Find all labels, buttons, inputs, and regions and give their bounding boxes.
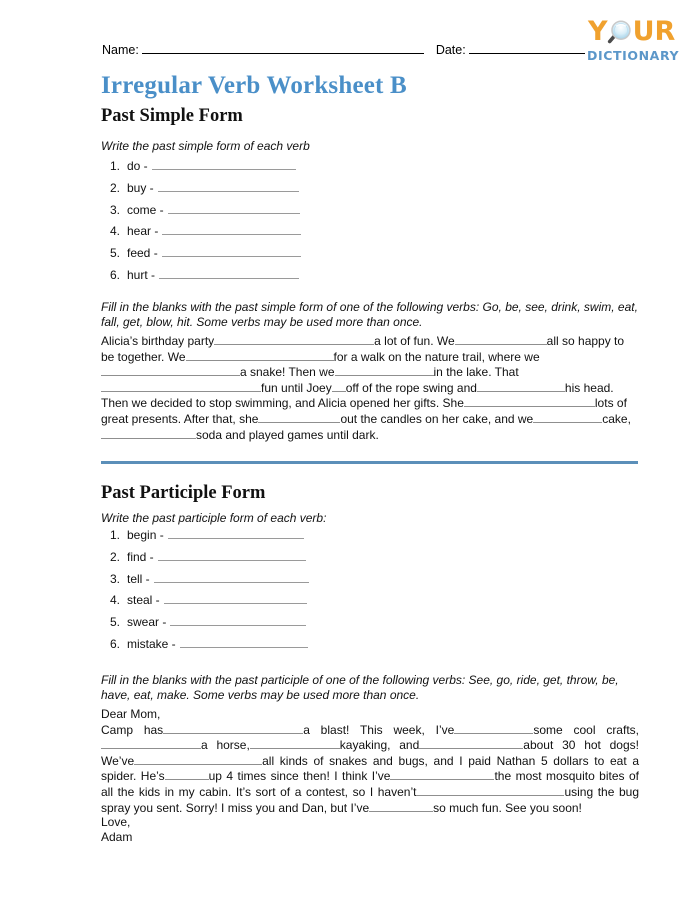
list-number: 2. <box>109 549 120 564</box>
list-item <box>101 180 301 202</box>
fill-instruction-past-simple: Fill in the blanks with the past simple form of one of the following verbs: Go, be, see, drink, swim, eat, fall, get, blow, hit. Some verbs may be used more than once. <box>101 300 638 329</box>
list-item <box>101 549 309 571</box>
section-divider <box>101 461 638 464</box>
verb-word: come - <box>127 202 164 217</box>
answer-blank[interactable] <box>152 158 296 170</box>
list-number: 1. <box>109 159 120 173</box>
paragraph-blank[interactable] <box>454 722 533 734</box>
magnifying-glass-icon <box>607 19 634 46</box>
para-text: off of the rope swing and <box>345 380 477 395</box>
letter-text: up 4 times since then! I think I’ve <box>208 769 391 784</box>
logo-dictionary-text: DICTIONARY <box>587 48 680 63</box>
paragraph-blank[interactable] <box>464 395 595 407</box>
verb-word: mistake - <box>127 636 176 651</box>
name-input-line[interactable] <box>142 42 424 54</box>
paragraph-blank[interactable] <box>390 768 494 780</box>
verb-word: buy - <box>127 180 154 195</box>
paragraph-blank[interactable] <box>214 333 374 345</box>
section-heading-past-simple: Past Simple Form <box>101 106 243 126</box>
paragraph-blank[interactable] <box>477 380 565 392</box>
para-text: lots of great presents. After that, she <box>101 396 627 426</box>
paragraph-blank[interactable] <box>369 800 433 812</box>
list-number: 4. <box>109 224 120 239</box>
list-item <box>101 614 309 636</box>
para-text: a lot of fun. We <box>374 334 455 348</box>
paragraph-blank[interactable] <box>134 753 262 765</box>
para-text: Alicia’s birthday party <box>101 334 215 348</box>
letter-salutation: Dear Mom, <box>101 707 161 721</box>
letter-text: kayaking, and <box>339 738 420 753</box>
letter-body <box>101 722 639 816</box>
verb-word: tell - <box>127 571 150 586</box>
list-number: 4. <box>109 593 120 608</box>
answer-blank[interactable] <box>158 549 306 561</box>
list-number: 5. <box>109 246 120 261</box>
paragraph-blank[interactable] <box>101 380 261 392</box>
letter-text: some cool crafts, <box>533 722 639 737</box>
list-item <box>101 158 301 180</box>
list-item <box>101 571 309 593</box>
verb-word: do - <box>127 159 148 173</box>
paragraph-blank[interactable] <box>163 722 303 734</box>
answer-blank[interactable] <box>164 592 307 604</box>
para-text: a snake! Then we <box>240 365 335 380</box>
paragraph-blank[interactable] <box>533 411 602 423</box>
letter-closing: Love, <box>101 815 131 830</box>
answer-blank[interactable] <box>154 571 309 583</box>
answer-blank[interactable] <box>170 614 306 626</box>
paragraph-blank[interactable] <box>332 380 346 392</box>
verb-word: swear - <box>127 615 167 630</box>
paragraph-blank[interactable] <box>419 737 523 749</box>
letter-text: using the bug spray you sent. Sorry! I miss you and Dan, but I’ve <box>101 784 640 815</box>
fill-instruction-past-participle: Fill in the blanks with the past participle of one of the following verbs: See, go, ride, get, throw, be, have, eat, make. Some verbs may be used more than once. <box>101 673 619 702</box>
verb-word: hear - <box>127 224 159 239</box>
yourdictionary-logo <box>583 18 683 68</box>
instruction-past-simple: Write the past simple form of each verb <box>101 139 310 153</box>
paragraph-blank[interactable] <box>165 768 209 780</box>
letter-text: Camp has <box>101 722 164 737</box>
answer-blank[interactable] <box>162 245 301 257</box>
list-item <box>101 202 301 224</box>
letter-text: the most mosquito bites of all the kids in my cabin. It’s sort of a contest, so I haven’t <box>101 769 639 799</box>
answer-blank[interactable] <box>168 202 300 214</box>
answer-blank[interactable] <box>159 267 299 279</box>
letter-text: a horse, <box>201 738 250 753</box>
date-label: Date: <box>435 43 466 57</box>
para-text: his head. Then we decided to stop swimming, and Alicia opened her gifts. She <box>101 380 614 411</box>
paragraph-blank[interactable] <box>250 737 340 749</box>
paragraph-blank[interactable] <box>101 427 196 439</box>
fill-in-paragraph-past-simple <box>101 333 639 442</box>
answer-blank[interactable] <box>180 636 308 648</box>
letter-text: a blast! This week, I’ve <box>303 722 455 737</box>
list-item <box>101 592 309 614</box>
name-label: Name: <box>102 43 139 57</box>
letter-signature: Adam <box>101 829 133 844</box>
paragraph-blank[interactable] <box>101 737 201 749</box>
list-number: 3. <box>109 202 120 217</box>
paragraph-blank[interactable] <box>335 364 434 376</box>
list-number: 1. <box>109 528 120 542</box>
paragraph-blank[interactable] <box>186 349 334 361</box>
list-number: 5. <box>109 615 120 630</box>
list-number: 6. <box>109 636 120 651</box>
list-item <box>101 636 309 658</box>
page-title: Irregular Verb Worksheet B <box>101 72 407 99</box>
answer-blank[interactable] <box>168 527 304 539</box>
verb-list-past-participle <box>101 527 309 658</box>
verb-word: find - <box>127 549 154 564</box>
answer-blank[interactable] <box>158 180 299 192</box>
para-text: fun until Joey <box>261 380 332 395</box>
section-heading-past-participle: Past Participle Form <box>101 483 266 503</box>
para-text: all so happy to be together. We <box>101 334 625 364</box>
list-item <box>101 267 301 289</box>
para-text: in the lake. That <box>433 365 519 380</box>
fill-in-letter-past-participle <box>101 707 639 844</box>
verb-word: feed - <box>127 246 158 261</box>
letter-text: all kinds of snakes and bugs, and I paid Nathan 5 dollars to eat a spider. He’s <box>101 753 639 784</box>
name-date-row <box>102 42 585 57</box>
instruction-past-participle: Write the past participle form of each verb: <box>101 511 327 525</box>
list-number: 6. <box>109 267 120 282</box>
letter-text: about 30 hot dogs! We’ve <box>101 738 639 768</box>
list-number: 2. <box>109 180 120 195</box>
para-text: soda and played games until dark. <box>196 427 379 442</box>
paragraph-blank[interactable] <box>258 411 340 423</box>
paragraph-blank[interactable] <box>101 364 240 376</box>
verb-list-past-simple <box>101 158 301 289</box>
para-text: out the candles on her cake, and we <box>340 411 534 426</box>
verb-word: hurt - <box>127 267 156 282</box>
verb-word: steal - <box>127 593 160 608</box>
paragraph-blank[interactable] <box>455 333 547 345</box>
verb-word: begin - <box>127 528 164 542</box>
logo-letter-y: Y <box>588 16 608 47</box>
letter-text: so much fun. See you soon! <box>433 800 582 815</box>
answer-blank[interactable] <box>162 223 301 235</box>
paragraph-blank[interactable] <box>416 784 564 796</box>
date-input-line[interactable] <box>469 42 585 54</box>
list-item <box>101 527 309 549</box>
para-text: for a walk on the nature trail, where we <box>333 349 540 364</box>
logo-letters-ur: UR <box>632 16 676 47</box>
list-number: 3. <box>109 571 120 586</box>
list-item <box>101 245 301 267</box>
list-item <box>101 223 301 245</box>
para-text: cake, <box>602 411 631 426</box>
